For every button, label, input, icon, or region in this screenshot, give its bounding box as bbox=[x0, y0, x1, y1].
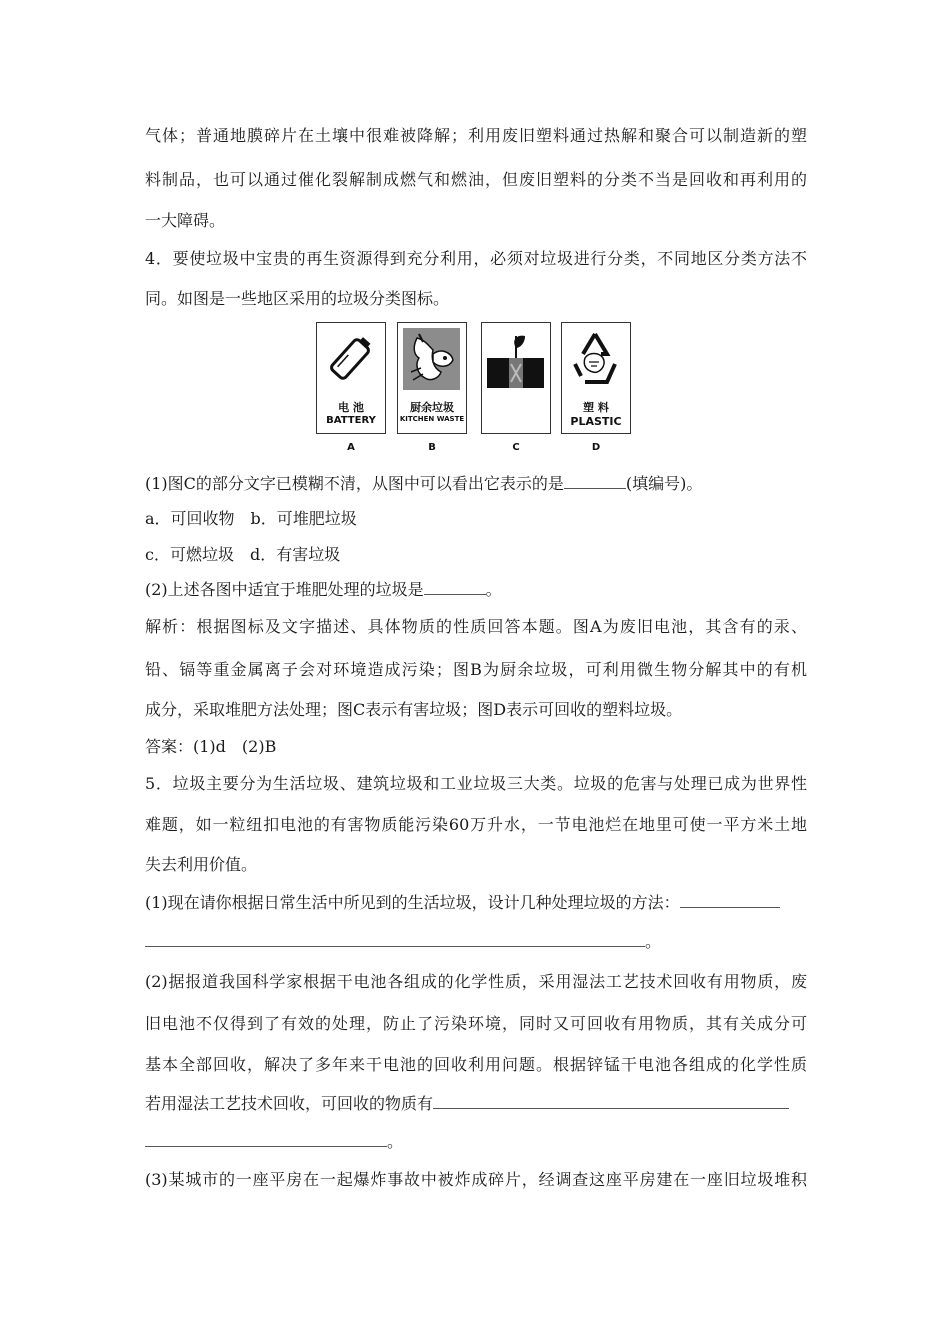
answer-blank[interactable] bbox=[145, 932, 645, 947]
question-5-sub2 bbox=[145, 1094, 789, 1114]
question-5-stem: 难题，如一粒纽扣电池的有害物质能污染60万升水，一节电池烂在地里可使一平方米土地 bbox=[145, 815, 807, 834]
sub1-suffix: (填编号)。 bbox=[625, 474, 703, 493]
icon-card-d bbox=[561, 322, 631, 434]
question-5-sub2-cont bbox=[145, 1132, 403, 1152]
answer-blank[interactable] bbox=[680, 893, 780, 908]
analysis-line: 铅、镉等重金属离子会对环境造成污染；图B为厨余垃圾，可利用微生物分解其中的有机 bbox=[145, 660, 807, 679]
icon-label-cn: 厨余垃圾 bbox=[410, 401, 454, 414]
sub2-text: 若用湿法工艺技术回收，可回收的物质有 bbox=[145, 1094, 434, 1113]
option-line: a．可回收物 b．可堆肥垃圾 bbox=[145, 509, 357, 528]
hazardous-waste-icon bbox=[487, 328, 544, 390]
icon-label-en: BATTERY bbox=[326, 415, 376, 426]
paragraph-line: 气体；普通地膜碎片在土壤中很难被降解；利用废旧塑料通过热解和聚合可以制造新的塑 bbox=[145, 126, 807, 145]
waste-sorting-icons-figure bbox=[316, 322, 638, 460]
icon-card-a bbox=[316, 322, 386, 434]
question-4-sub2 bbox=[145, 580, 502, 600]
answer-blank[interactable] bbox=[564, 474, 626, 489]
question-4-stem: 4．要使垃圾中宝贵的再生资源得到充分利用，必须对垃圾进行分类，不同地区分类方法不 bbox=[145, 249, 807, 268]
question-5-stem: 失去利用价值。 bbox=[145, 855, 258, 874]
sub1-text: (1)现在请你根据日常生活中所见到的生活垃圾，设计几种处理垃圾的方法： bbox=[145, 893, 680, 912]
question-5-sub2: 基本全部回收，解决了多年来干电池的回收利用问题。根据锌锰干电池各组成的化学性质 bbox=[145, 1055, 807, 1074]
answer-blank[interactable] bbox=[145, 1132, 387, 1147]
icon-label-cn: 塑 料 bbox=[583, 401, 609, 414]
answer-line: 答案：(1)d (2)B bbox=[145, 737, 277, 756]
question-5-sub3: (3)某城市的一座平房在一起爆炸事故中被炸成碎片，经调查这座平房建在一座旧垃圾堆积 bbox=[145, 1170, 807, 1189]
sub1-end: 。 bbox=[645, 932, 662, 951]
analysis-line: 成分，采取堆肥方法处理；图C表示有害垃圾；图D表示可回收的塑料垃圾。 bbox=[145, 700, 683, 719]
answer-blank[interactable] bbox=[424, 580, 486, 595]
figure-letter: D bbox=[591, 442, 601, 453]
figure-letter: B bbox=[428, 442, 436, 453]
paragraph-line: 一大障碍。 bbox=[145, 211, 226, 230]
sub2-suffix: 。 bbox=[485, 580, 502, 599]
kitchen-waste-icon bbox=[403, 328, 460, 390]
icon-card-c bbox=[481, 322, 551, 434]
battery-icon bbox=[322, 328, 379, 390]
sub2-text: (2)上述各图中适宜于堆肥处理的垃圾是 bbox=[145, 580, 424, 599]
icon-card-b bbox=[397, 322, 467, 434]
question-4-sub1 bbox=[145, 474, 702, 494]
sub2-end: 。 bbox=[387, 1132, 404, 1151]
paragraph-line: 料制品，也可以通过催化裂解制成燃气和燃油，但废旧塑料的分类不当是回收和再利用的 bbox=[145, 170, 807, 189]
figure-letter: C bbox=[512, 442, 520, 453]
sub1-text: (1)图C的部分文字已模糊不清，从图中可以看出它表示的是 bbox=[145, 474, 564, 493]
figure-letter: A bbox=[347, 442, 355, 453]
icon-label-en: PLASTIC bbox=[570, 415, 622, 428]
question-5-sub1 bbox=[145, 893, 780, 913]
analysis-line: 解析：根据图标及文字描述、具体物质的性质回答本题。图A为废旧电池，其含有的汞、 bbox=[145, 617, 807, 636]
question-5-sub2: 旧电池不仅得到了有效的处理，防止了污染环境，同时又可回收有用物质，其有关成分可 bbox=[145, 1014, 807, 1033]
question-5-stem: 5．垃圾主要分为生活垃圾、建筑垃圾和工业垃圾三大类。垃圾的危害与处理已成为世界性 bbox=[145, 774, 807, 793]
question-4-stem: 同。如图是一些地区采用的垃圾分类图标。 bbox=[145, 289, 450, 308]
icon-label-en: KITCHEN WASTE bbox=[399, 415, 465, 423]
option-line: c．可燃垃圾 d．有害垃圾 bbox=[145, 545, 341, 564]
question-5-sub1-cont bbox=[145, 932, 661, 952]
plastic-recycle-icon bbox=[567, 328, 624, 390]
answer-blank[interactable] bbox=[433, 1094, 789, 1109]
question-5-sub2: (2)据报道我国科学家根据干电池各组成的化学性质，采用湿法工艺技术回收有用物质，废 bbox=[145, 972, 807, 991]
icon-label-cn: 电 池 bbox=[338, 401, 364, 414]
